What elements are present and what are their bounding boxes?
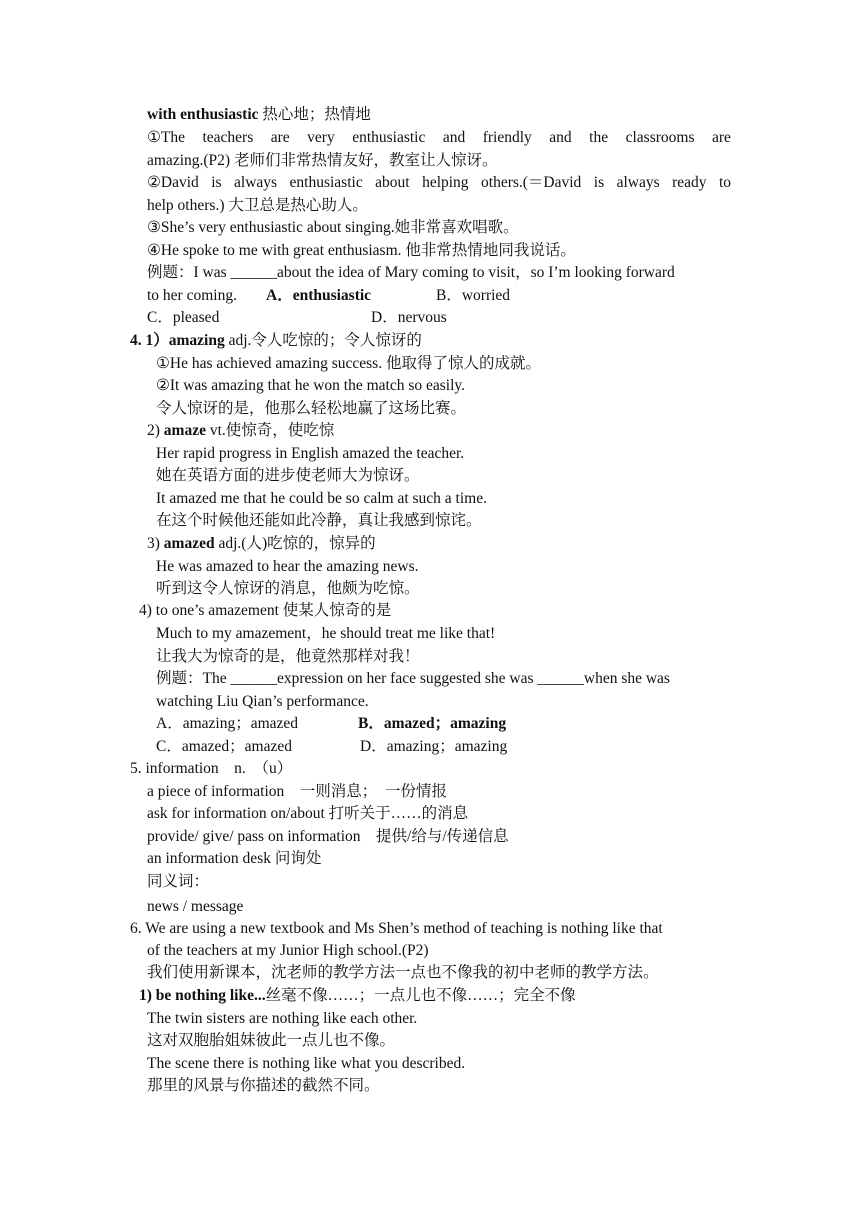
item-4-options-ab <box>156 714 507 734</box>
example-2-word: is <box>211 174 222 191</box>
example-2-word: to <box>718 174 731 191</box>
option-d: D．nervous <box>371 309 447 326</box>
phrase-heading: with enthusiastic 热心地；热情地 <box>147 106 371 123</box>
item-4-example-2: ②It was amazing that he won the match so easily. <box>156 377 466 394</box>
item-4-example-4-translation: 在这个时候他还能如此冷静，真让我感到惊诧。 <box>156 512 482 529</box>
item-5-heading: 5. information n. （u） <box>130 760 293 777</box>
example-1-word: and <box>549 129 572 146</box>
example-1-word: enthusiastic <box>352 129 426 146</box>
item-4-example-5: He was amazed to hear the amazing news. <box>156 558 419 575</box>
item-4-example-4: It amazed me that he could be so calm at such a time. <box>156 490 487 507</box>
example-2-word: others.(＝David <box>481 174 582 191</box>
item-5-line-1: a piece of information 一则消息； 一份情报 <box>147 783 448 800</box>
item-6-example-2-translation: 那里的风景与你描述的截然不同。 <box>147 1077 380 1094</box>
item-4-exercise-line2: watching Liu Qian’s performance. <box>156 693 369 710</box>
example-1-word: are <box>711 129 731 146</box>
example-1-word: very <box>307 129 335 146</box>
item-4-sub-2-heading: 2) amaze vt.使惊奇，使吃惊 <box>147 422 335 439</box>
exercise-question-line1: 例题：I was ______about the idea of Mary coming to visit，so I’m looking forward <box>147 264 675 281</box>
option-a: A．amazing；amazed <box>156 715 299 732</box>
item-4-exercise-line1: 例题：The ______expression on her face suggested she was ______when she was <box>156 670 670 687</box>
example-4: ④He spoke to me with great enthusiasm. 他非常热情地同我说话。 <box>147 242 576 259</box>
example-1-line2: amazing.(P2) 老师们非常热情友好，教室让人惊讶。 <box>147 152 498 169</box>
exercise-question-line2: to her coming. A．enthusiastic B．worried <box>147 287 511 304</box>
options-cd <box>147 308 447 328</box>
item-4-example-6-translation: 让我大为惊奇的是，他竟然那样对我！ <box>156 648 420 665</box>
item-6-line-2: of the teachers at my Junior High school.(P2) <box>147 942 429 959</box>
item-5-line-5: 同义词： <box>147 873 210 890</box>
example-2-line1 <box>147 173 731 193</box>
item-5-line-6: news / message <box>147 898 244 915</box>
example-1-word: the <box>589 129 609 146</box>
example-3: ③She’s very enthusiastic about singing.她非常喜欢唱歌。 <box>147 219 519 236</box>
item-4-example-1: ①He has achieved amazing success. 他取得了惊人的成就。 <box>156 355 541 372</box>
example-2-word: about <box>375 174 410 191</box>
item-4-example-2-translation: 令人惊讶的是，他那么轻松地赢了这场比赛。 <box>156 400 467 417</box>
option-b-answer: B．amazed；amazing <box>358 715 507 732</box>
item-6-line-1: 6. We are using a new textbook and Ms Shen’s method of teaching is nothing like that <box>130 920 663 937</box>
example-2-word: ready <box>672 174 707 191</box>
example-2-word: always <box>234 174 278 191</box>
example-1-word: classrooms <box>625 129 695 146</box>
example-2-word: always <box>616 174 660 191</box>
item-6-example-2: The scene there is nothing like what you described. <box>147 1055 466 1072</box>
item-4-sub-3-heading: 3) amazed adj.(人)吃惊的，惊异的 <box>147 535 376 552</box>
item-6-example-1-translation: 这对双胞胎姐妹彼此一点儿也不像。 <box>147 1032 396 1049</box>
item-4-options-cd <box>156 737 508 757</box>
item-5-line-4: an information desk 问询处 <box>147 850 322 867</box>
example-1-word: friendly <box>482 129 532 146</box>
item-5-line-2: ask for information on/about 打听关于……的消息 <box>147 805 469 822</box>
option-c: C．amazed；amazed <box>156 738 292 755</box>
example-1-word: teachers <box>202 129 254 146</box>
option-a-answer: A．enthusiastic <box>266 287 372 304</box>
example-2-word: is <box>593 174 605 191</box>
example-2-word: enthusiastic <box>289 174 363 191</box>
example-1-word: are <box>270 129 290 146</box>
item-4-example-5-translation: 听到这令人惊讶的消息，他颇为吃惊。 <box>156 580 420 597</box>
example-2-word: ②David <box>147 174 199 191</box>
example-1-word: and <box>442 129 466 146</box>
item-4-example-3-translation: 她在英语方面的进步使老师大为惊讶。 <box>156 467 420 484</box>
item-6-sub-1-heading: 1) be nothing like...丝毫不像……；一点儿也不像……；完全不像 <box>139 987 576 1004</box>
example-2-line2: help others.) 大卫总是热心助人。 <box>147 197 368 214</box>
item-4-heading: 4. 1）amazing adj.令人吃惊的；令人惊讶的 <box>130 332 422 349</box>
example-2-word: helping <box>422 174 469 191</box>
example-1-line1 <box>147 128 731 148</box>
example-1-word: ①The <box>147 129 185 146</box>
item-6-translation: 我们使用新课本，沈老师的教学方法一点也不像我的初中老师的教学方法。 <box>147 964 659 981</box>
item-5-line-3: provide/ give/ pass on information 提供/给与/传递信息 <box>147 828 509 845</box>
option-b: B．worried <box>436 287 511 304</box>
item-4-sub-4-heading: 4) to one’s amazement 使某人惊奇的是 <box>139 602 392 619</box>
option-d: D．amazing；amazing <box>360 738 508 755</box>
item-4-example-3: Her rapid progress in English amazed the teacher. <box>156 445 465 462</box>
item-6-example-1: The twin sisters are nothing like each other. <box>147 1010 418 1027</box>
item-4-example-6: Much to my amazement，he should treat me like that! <box>156 625 496 642</box>
option-c: C．pleased <box>147 309 220 326</box>
